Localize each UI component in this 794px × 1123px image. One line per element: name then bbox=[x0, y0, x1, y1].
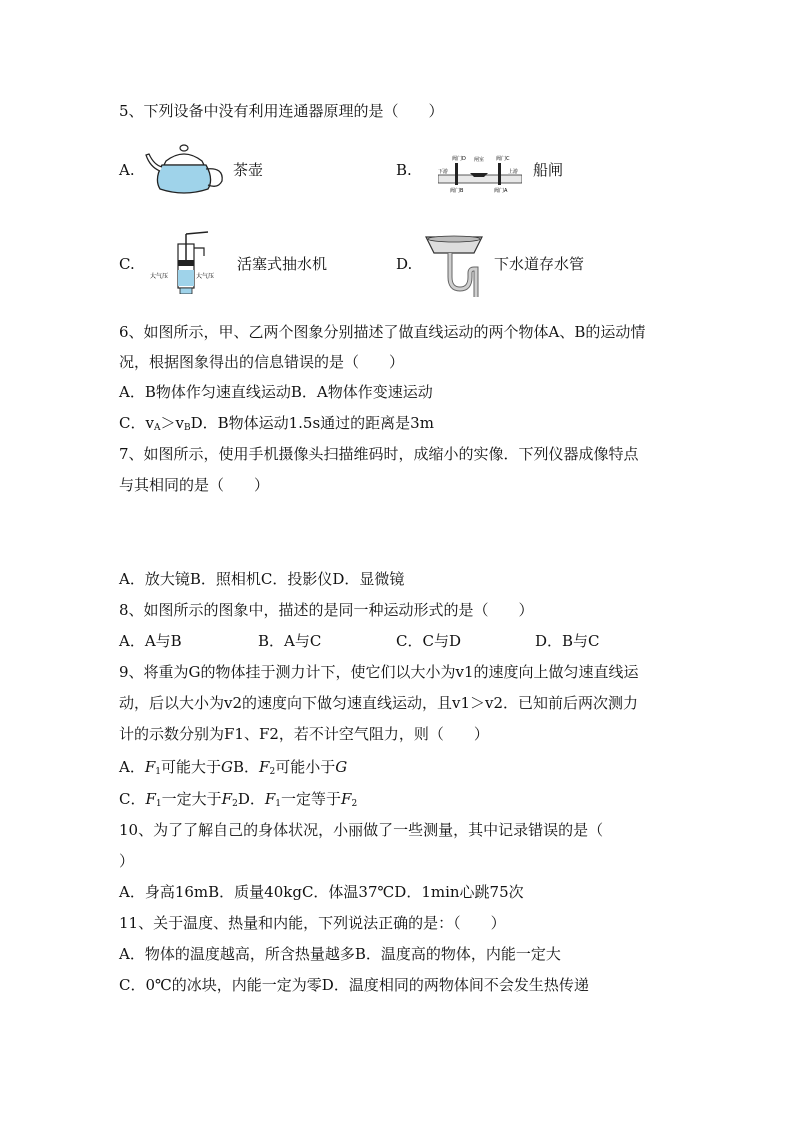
q9-b-f: F bbox=[259, 758, 270, 776]
q9-c-sub1: 1 bbox=[155, 799, 162, 809]
lock-upstream-label: 上游 bbox=[508, 169, 519, 175]
q6-option-c-mid: ＞v bbox=[160, 414, 184, 432]
q9-d-f1: F bbox=[264, 790, 276, 808]
q8-option-b: B．A与C bbox=[258, 632, 322, 650]
lock-gate-b-label: 阀门B bbox=[450, 188, 464, 194]
q9-b-text: 可能小于 bbox=[275, 758, 336, 776]
q9-a-text: 可能大于 bbox=[161, 758, 222, 776]
q9-d-f2: F bbox=[341, 790, 352, 808]
q10-stem-line2: ） bbox=[119, 852, 135, 870]
lock-gate-a-label: 阀门A bbox=[494, 188, 508, 194]
q5-stem: 5、下列设备中没有利用连通器原理的是（ ） bbox=[119, 102, 444, 120]
q5-option-b-text: 船闸 bbox=[533, 161, 564, 179]
q9-b-sub: 2 bbox=[269, 767, 276, 777]
drain-trap-figure bbox=[424, 233, 484, 299]
q9-d-label: D． bbox=[237, 790, 265, 808]
q5-option-c-text: 活塞式抽水机 bbox=[237, 255, 328, 273]
q9-options-ab bbox=[119, 757, 347, 782]
q9-a-g: G bbox=[221, 758, 233, 776]
pump-atm-right-label: 大气压 bbox=[196, 273, 215, 280]
q8-option-d: D．B与C bbox=[535, 632, 600, 650]
q9-stem-line3: 计的示数分别为F1、F2，若不计空气阻力，则（ ） bbox=[119, 725, 489, 743]
q9-a-label: A． bbox=[119, 758, 145, 776]
q5-option-c-letter: C. bbox=[119, 255, 135, 273]
q9-options-cd bbox=[119, 789, 357, 814]
q6-option-c-sub-a: A bbox=[153, 423, 161, 433]
q6-options-ab: A．B物体作匀速直线运动B．A物体作变速运动 bbox=[119, 383, 433, 401]
q11-options-cd: C．0℃的冰块，内能一定为零D．温度相同的两物体间不会发生热传递 bbox=[119, 976, 589, 994]
q11-stem: 11、关于温度、热量和内能，下列说法正确的是：（ ） bbox=[119, 914, 506, 932]
q9-a-sub: 1 bbox=[155, 767, 161, 777]
ship-lock-figure bbox=[438, 153, 522, 195]
q9-c-label: C． bbox=[119, 790, 146, 808]
lock-downstream-label: 下游 bbox=[438, 169, 449, 175]
q9-c-f2: F bbox=[221, 790, 233, 808]
q5-option-a-letter: A. bbox=[119, 161, 135, 179]
q9-b-g: G bbox=[335, 758, 348, 776]
q9-b-label: B． bbox=[233, 758, 260, 776]
q6-option-c-sub-b: B bbox=[183, 423, 191, 433]
q9-a-f: F bbox=[144, 758, 156, 776]
q5-option-d-letter: D. bbox=[396, 255, 413, 273]
lock-chamber-label: 闸室 bbox=[474, 157, 485, 163]
q9-stem-line1: 9、将重为G的物体挂于测力计下，使它们以大小为v1的速度向上做匀速直线运 bbox=[119, 663, 639, 681]
pump-atm-left-label: 大气压 bbox=[150, 273, 169, 280]
q7-stem-line1: 7、如图所示，使用手机摄像头扫描维码时，成缩小的实像．下列仪器成像特点 bbox=[119, 445, 639, 463]
piston-pump-figure bbox=[150, 230, 226, 294]
teapot-figure bbox=[144, 139, 228, 197]
q9-d-sub1: 1 bbox=[275, 799, 281, 809]
q10-options: A．身高16mB．质量40kgC．体温37℃D．1min心跳75次 bbox=[119, 883, 524, 901]
q8-option-a: A．A与B bbox=[119, 632, 182, 650]
q9-c-f1: F bbox=[145, 790, 156, 808]
q8-stem: 8、如图所示的图象中，描述的是同一种运动形式的是（ ） bbox=[119, 601, 534, 619]
lock-gate-c-label: 阀门C bbox=[496, 156, 510, 162]
q9-d-sub2: 2 bbox=[351, 799, 358, 809]
q9-d-text: 一定等于 bbox=[281, 790, 342, 808]
q5-option-d-text: 下水道存水管 bbox=[494, 255, 585, 273]
q6-stem-line2: 况，根据图象得出的信息错误的是（ ） bbox=[119, 353, 405, 371]
q11-options-ab: A．物体的温度越高，所含热量越多B．温度高的物体，内能一定大 bbox=[119, 945, 561, 963]
q6-option-c-prefix: C．v bbox=[119, 414, 154, 432]
q7-options: A．放大镜B．照相机C．投影仪D．显微镜 bbox=[119, 570, 405, 588]
q6-stem-line1: 6、如图所示，甲、乙两个图象分别描述了做直线运动的两个物体A、B的运动情 bbox=[119, 323, 646, 341]
q8-option-c: C．C与D bbox=[396, 632, 461, 650]
q9-stem-line2: 动，后以大小为v2的速度向下做匀速直线运动，且v1＞v2．已知前后两次测力 bbox=[119, 694, 639, 712]
q10-stem-line1: 10、为了了解自己的身体状况，小丽做了一些测量，其中记录错误的是（ bbox=[119, 821, 604, 839]
q6-options-cd bbox=[119, 413, 434, 438]
q7-stem-line2: 与其相同的是（ ） bbox=[119, 476, 270, 494]
q9-c-sub2: 2 bbox=[232, 799, 238, 809]
q5-option-a-text: 茶壶 bbox=[233, 161, 264, 179]
q6-option-d: D．B物体运动1.5s通过的距离是3m bbox=[190, 414, 434, 432]
lock-gate-d-label: 阀门D bbox=[452, 156, 466, 162]
q5-option-b-letter: B. bbox=[396, 161, 412, 179]
q9-c-text: 一定大于 bbox=[161, 790, 222, 808]
